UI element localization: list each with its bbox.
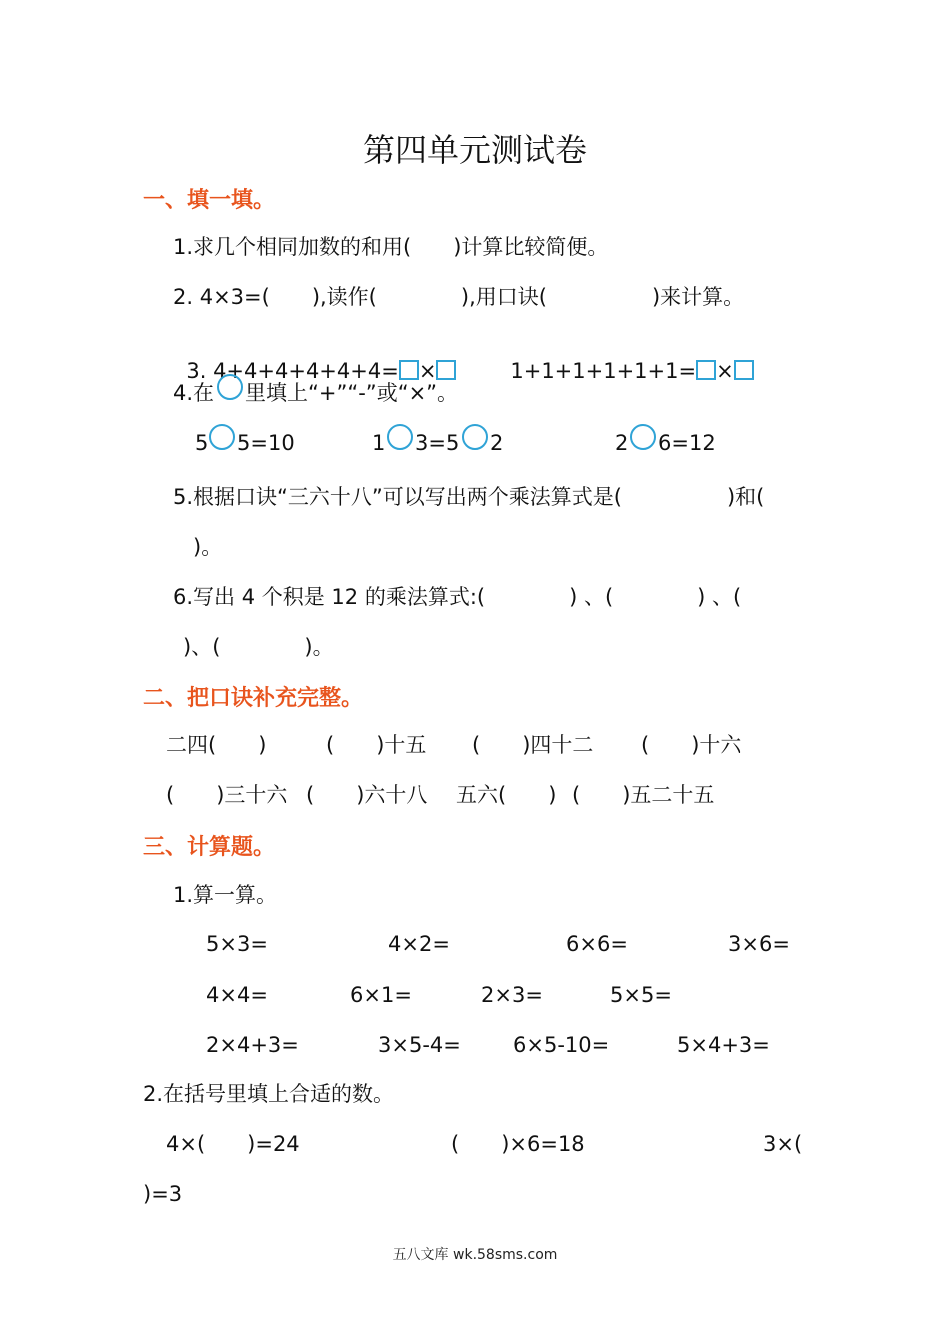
koujue-item: ( )四十二: [472, 733, 594, 757]
question-6-line1: 6.写出 4 个积是 12 的乘法算式:( ) 、( ) 、(: [173, 585, 742, 609]
q4-expr3-a: 2: [615, 431, 629, 455]
koujue-item: ( )十六: [641, 733, 742, 757]
section-heading-fill: 一、填一填。: [143, 188, 276, 213]
page-title: 第四单元测试卷: [362, 131, 587, 169]
koujue-item: 五六( ): [456, 783, 557, 807]
calc-subheading-2: 2.在括号里填上合适的数。: [143, 1082, 395, 1106]
fill-problem: 3×(: [763, 1132, 803, 1156]
calc-problem: 5×3=: [206, 932, 268, 956]
answer-circle[interactable]: [387, 424, 413, 450]
answer-box[interactable]: [734, 360, 754, 380]
q4-expr2-c: 2: [490, 431, 504, 455]
answer-circle[interactable]: [630, 424, 656, 450]
calc-problem: 3×6=: [728, 932, 790, 956]
calc-problem: 6×1=: [350, 983, 412, 1007]
calc-subheading-1: 1.算一算。: [173, 883, 278, 907]
calc-problem: 6×6=: [566, 932, 628, 956]
calc-problem: 4×2=: [388, 932, 450, 956]
times-sign: ×: [418, 359, 437, 383]
koujue-item: 二四( ): [166, 733, 267, 757]
question-4-prefix: 4.在: [173, 381, 215, 405]
calc-problem: 5×5=: [610, 983, 672, 1007]
q4-expr1-a: 5: [195, 431, 209, 455]
section-heading-koujue: 二、把口诀补充完整。: [143, 686, 364, 711]
section-heading-calc: 三、计算题。: [143, 835, 276, 860]
calc-problem: 5×4+3=: [677, 1033, 770, 1057]
answer-circle[interactable]: [462, 424, 488, 450]
koujue-item: ( )六十八: [306, 783, 428, 807]
calc-problem: 4×4=: [206, 983, 268, 1007]
q4-expr1-b: 5=10: [237, 431, 295, 455]
calc-problem: 6×5-10=: [513, 1033, 610, 1057]
question-2: 2. 4×3=( ),读作( ),用口诀( )来计算。: [173, 285, 745, 309]
koujue-item: ( )三十六: [166, 783, 288, 807]
fill-problem: 4×( )=24: [166, 1132, 300, 1156]
answer-box[interactable]: [399, 360, 419, 380]
answer-circle[interactable]: [209, 424, 235, 450]
question-5-line2: )。: [193, 535, 223, 559]
calc-problem: 2×3=: [481, 983, 543, 1007]
question-4-instruction: 里填上“+”“-”或“×”。: [245, 381, 459, 405]
q4-expr2-b: 3=5: [415, 431, 460, 455]
calc-problem: 3×5-4=: [378, 1033, 461, 1057]
question-5-line1: 5.根据口诀“三六十八”可以写出两个乘法算式是( )和(: [173, 485, 765, 509]
footer-watermark: 五八文库 wk.58sms.com: [392, 1247, 558, 1263]
fill-problem: ( )×6=18: [451, 1132, 585, 1156]
answer-circle[interactable]: [217, 374, 243, 400]
answer-box[interactable]: [696, 360, 716, 380]
q4-expr2-a: 1: [372, 431, 386, 455]
question-6-line2: )、( )。: [183, 635, 334, 659]
calc-problem: 2×4+3=: [206, 1033, 299, 1057]
question-1: 1.求几个相同加数的和用( )计算比较简便。: [173, 235, 609, 259]
question-3b: [497, 339, 754, 382]
fill-problem-continued: )=3: [143, 1182, 183, 1206]
question-3a: [173, 339, 456, 382]
question-3b-expression: 1+1+1+1+1+1=: [510, 359, 697, 383]
question-3a-expression: 3. 4+4+4+4+4+4=: [186, 359, 399, 383]
koujue-item: ( )十五: [326, 733, 427, 757]
koujue-item: ( )五二十五: [572, 783, 715, 807]
times-sign: ×: [716, 359, 734, 383]
q4-expr3-b: 6=12: [658, 431, 716, 455]
answer-box[interactable]: [436, 360, 456, 380]
